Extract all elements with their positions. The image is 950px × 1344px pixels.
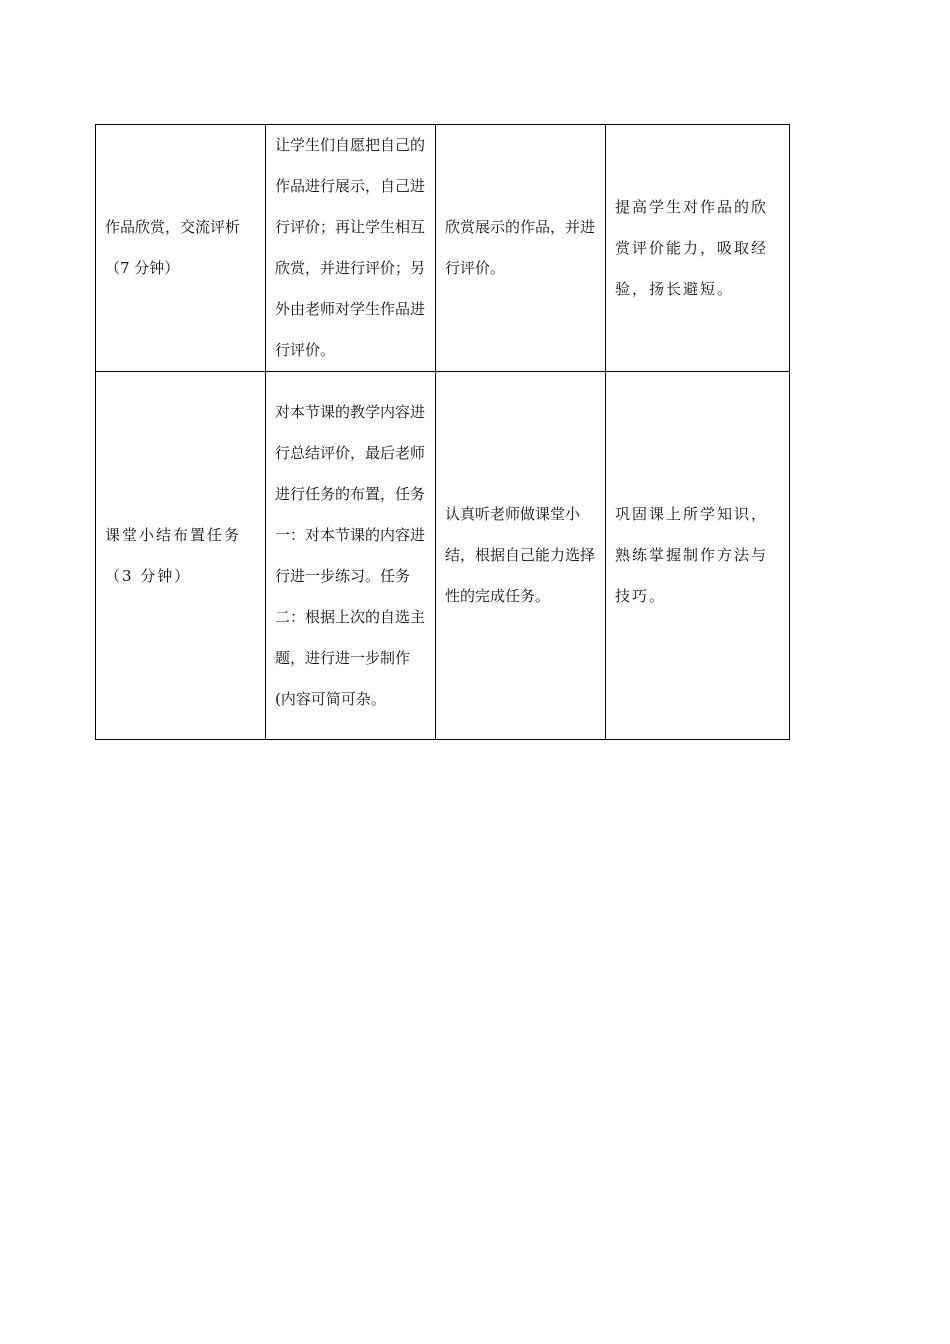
stage-cell (96, 125, 266, 372)
teacher-activity-cell: 让学生们自愿把自己的作品进行展示，自己进行评价；再让学生相互欣赏，并进行评价；另外由老师对学生作品进行评价。 (266, 125, 436, 372)
purpose-cell: 提高学生对作品的欣赏评价能力，吸取经验，扬长避短。 (606, 125, 790, 372)
lesson-plan-table (95, 124, 790, 740)
stage-title: 作品欣赏，交流评析 (105, 218, 241, 236)
stage-cell (96, 372, 266, 740)
student-activity-cell: 认真听老师做课堂小结，根据自己能力选择性的完成任务。 (436, 372, 606, 740)
teacher-activity-cell: 对本节课的教学内容进行总结评价，最后老师进行任务的布置，任务一：对本节课的内容进行进一步练习。任务二：根据上次的自选主题，进行进一步制作(内容可简可杂。 (266, 372, 436, 740)
stage-title: 课堂小结布置任务 (105, 525, 242, 544)
purpose-cell: 巩固课上所学知识，熟练掌握制作方法与技巧。 (606, 372, 790, 740)
stage-duration: （3 分钟） (105, 566, 192, 585)
stage-duration: （7 分钟） (105, 259, 180, 277)
table-row (96, 372, 790, 740)
student-activity-cell: 欣赏展示的作品，并进行评价。 (436, 125, 606, 372)
table-row (96, 125, 790, 372)
